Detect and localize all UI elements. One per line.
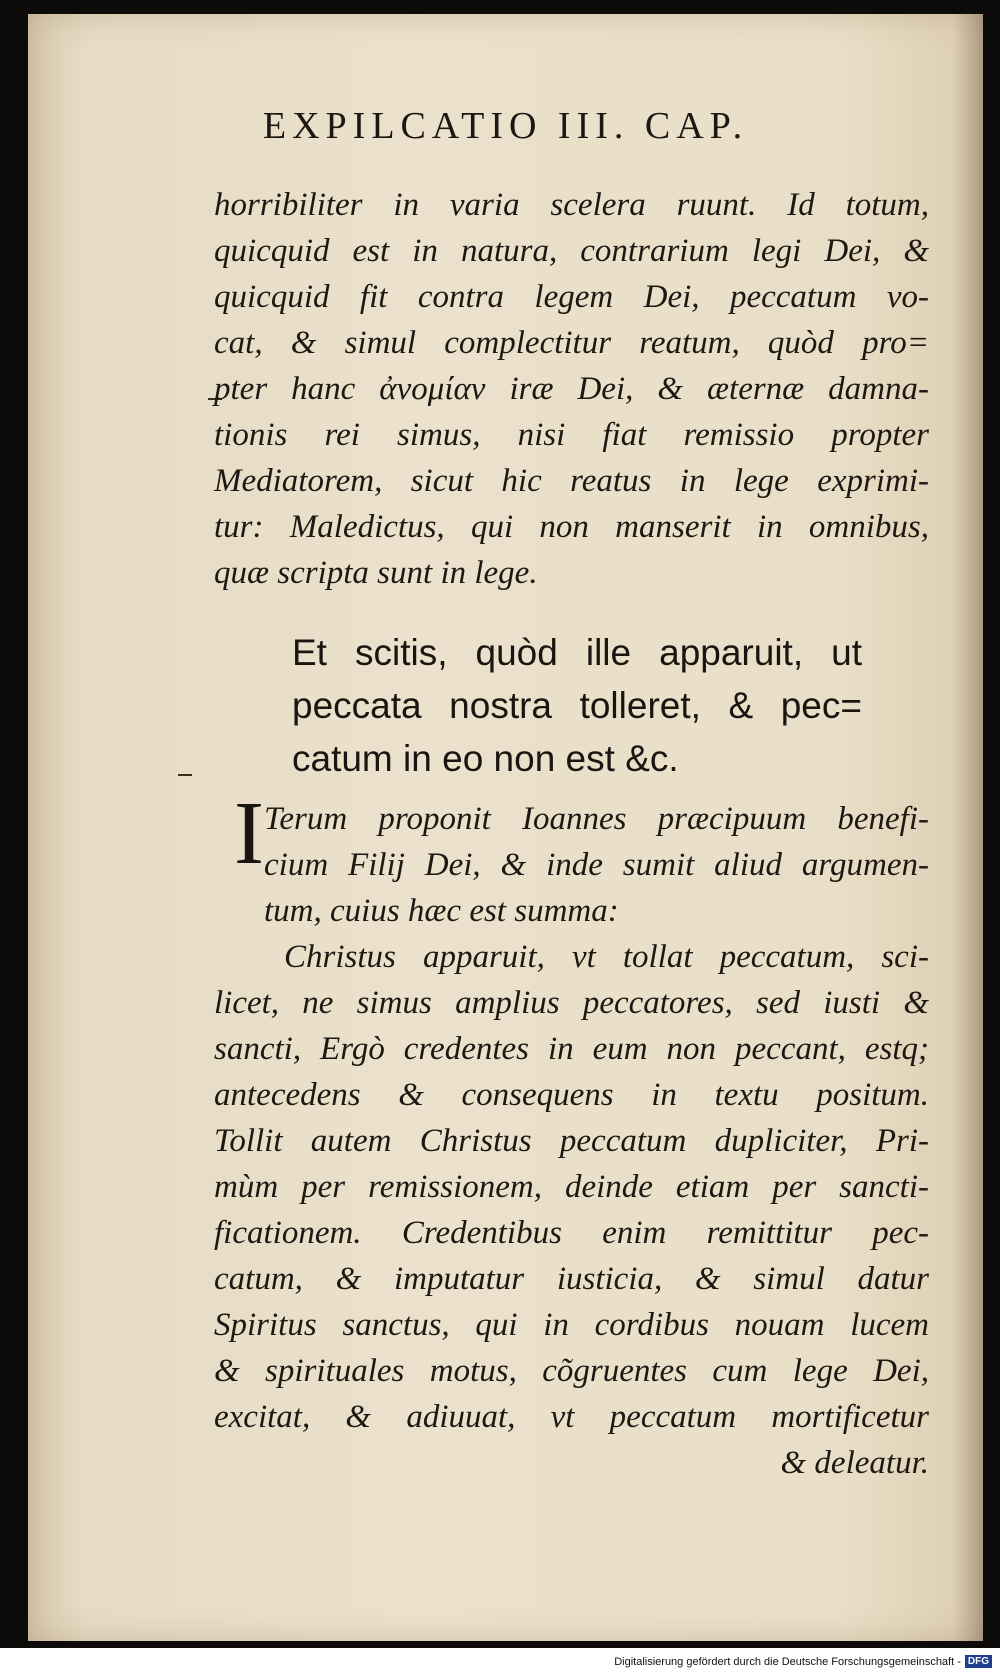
text-line: catum, & imputatur iusticia, & simul datur [214,1261,929,1297]
digitization-footer [614,1655,992,1668]
text-line: quæ scripta sunt in lege. [214,555,538,591]
verse-line: catum in eo non est &c. [292,738,679,779]
verse-line: Et scitis, quòd ille apparuit, ut [292,632,862,673]
dfg-logo-icon: DFG [965,1655,992,1668]
text-line: antecedens & consequens in textu positum. [214,1077,929,1113]
text-line: tum, cuius hæc est summa: [264,893,619,929]
text-line: excitat, & adiuuat, vt peccatum mortificetur [214,1399,929,1435]
text-line: licet, ne simus amplius peccatores, sed iusti & [214,985,929,1021]
text-line: quicquid est in natura, contrarium legi Dei, & [214,233,929,269]
drop-cap-initial: I [234,784,264,883]
footer-text: Digitalisierung gefördert durch die Deutsche Forschungsgemeinschaft - [614,1655,961,1668]
text-line: & deleatur. [780,1445,929,1481]
text-line: cium Filij Dei, & inde sumit aliud argumen- [264,847,929,883]
margin-mark [178,774,192,776]
text-line: mùm per remissionem, deinde etiam per sancti- [214,1169,929,1205]
text-line: & spirituales motus, cõgruentes cum lege Dei, [214,1353,929,1389]
verse-line: peccata nostra tolleret, & pec= [292,685,862,726]
text-line: sancti, Ergò credentes in eum non peccant, estq; [214,1031,929,1067]
text-line: tur: Maledictus, qui non manserit in omnibus, [214,509,929,545]
scripture-verse [292,626,862,785]
book-page [28,14,983,1641]
text-line: Mediatorem, sicut hic reatus in lege exprimi- [214,463,929,499]
running-header: EXPILCATIO III. CAP. [262,105,749,147]
paragraph-1 [214,182,929,596]
text-line: tionis rei simus, nisi fiat remissio propter [214,417,929,453]
text-line: ficationem. Credentibus enim remittitur pec- [214,1215,929,1251]
spine-shadow [953,14,983,1641]
text-line: Tollit autem Christus peccatum dupliciter, Pri- [214,1123,929,1159]
text-line: Spiritus sanctus, qui in cordibus nouam lucem [214,1307,929,1343]
paragraph-3 [214,934,929,1486]
text-line: cat, & simul complectitur reatum, quòd pro= [214,325,929,361]
text-line: quicquid fit contra legem Dei, peccatum vo- [214,279,929,315]
paragraph-2 [264,796,929,934]
text-line: horribiliter in varia scelera ruunt. Id totum, [214,187,929,223]
text-line: Christus apparuit, vt tollat peccatum, sci- [284,939,929,975]
text-line: Terum proponit Ioannes præcipuum benefi- [264,801,929,837]
text-line: pter hanc ἀνομίαν iræ Dei, & æternæ damna- [214,371,929,407]
